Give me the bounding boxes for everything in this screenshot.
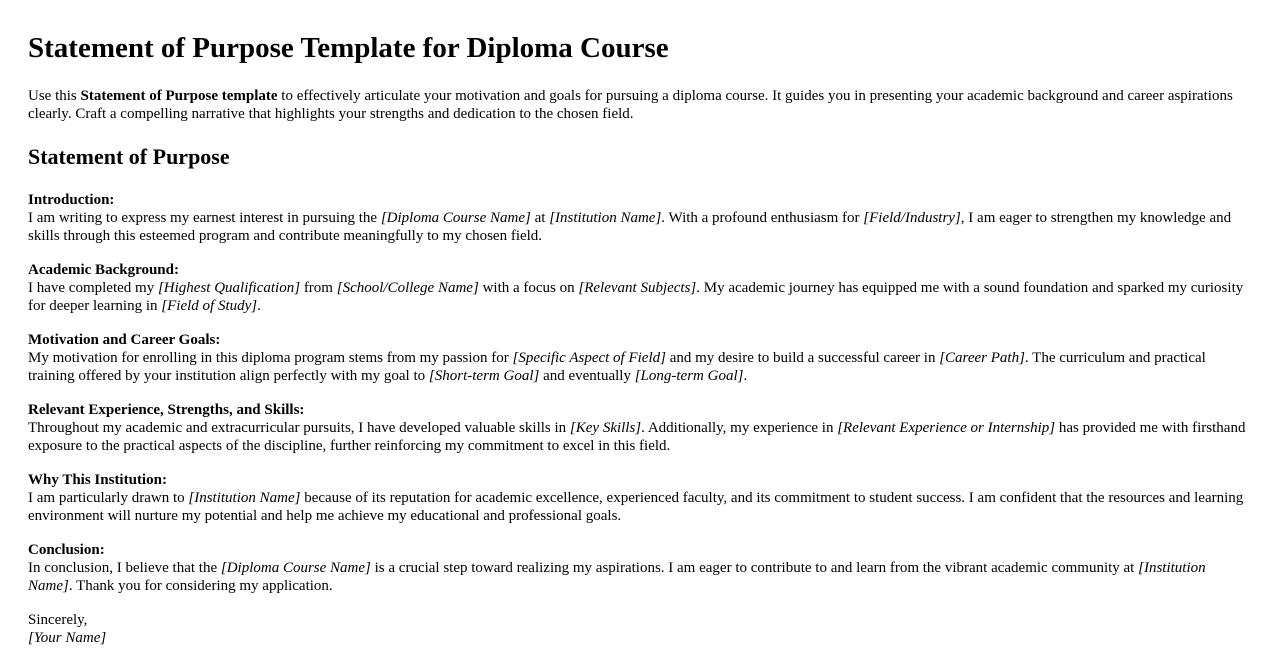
intro-highlight: Statement of Purpose template [80,88,278,104]
placeholder-text: [Relevant Experience or Internship] [837,420,1056,436]
body-text: , I am eager to strengthen my knowledge and skills through this esteemed program and contribute meaningfully to my chosen field. [28,210,1232,244]
intro-text-start: Use this [28,88,81,104]
body-text: . [743,368,748,384]
body-text: My motivation for enrolling in this diploma program stems from my passion for [28,350,513,366]
sop-section [28,331,1250,385]
body-text: I am particularly drawn to [28,490,189,506]
placeholder-text: [Key Skills] [569,420,642,436]
body-text: . Thank you for considering my application. [68,578,333,594]
placeholder-text: [Field/Industry] [863,210,961,226]
body-text: because of its reputation for academic excellence, experienced faculty, and its commitment to student success. I am confident that the resources and learning environment will nurture my potential and help me achieve my educational and professional goals. [28,490,1244,524]
body-text: . My academic journey has equipped me with a sound foundation and sparked my curiosity for deeper learning in [28,280,1244,314]
signoff [28,611,1250,647]
body-text: . [257,298,261,314]
sop-section [28,471,1250,525]
sop-section-title: Introduction: [28,192,115,208]
body-text: at [530,210,550,226]
placeholder-text: [Short-term Goal] [428,368,540,384]
body-text: from [300,280,337,296]
closing-text: Sincerely, [28,612,88,628]
sop-section-title: Motivation and Career Goals: [28,332,221,348]
sop-section-title: Relevant Experience, Strengths, and Skills: [28,402,305,418]
section-heading: Statement of Purpose [28,144,230,169]
body-text: and my desire to build a successful career in [665,350,940,366]
signature-placeholder: [Your Name] [28,630,107,646]
sop-section-title: Conclusion: [28,542,105,558]
placeholder-text: [Institution Name] [28,560,1206,594]
body-text: . With a profound enthusiasm for [661,210,864,226]
sop-section-title: Why This Institution: [28,472,167,488]
body-text: . Additionally, my experience in [641,420,838,436]
body-text: I have completed my [28,280,158,296]
body-text: Throughout my academic and extracurricular pursuits, I have developed valuable skills in [28,420,570,436]
intro-text-end: to effectively articulate your motivation and goals for pursuing a diploma course. It guides you in presenting your academic background and career aspirations clearly. Craft a compelling narrative that highlights your strengths and dedication to the chosen field. [28,88,1233,122]
placeholder-text: [Field of Study] [161,298,258,314]
placeholder-text: [Highest Qualification] [157,280,301,296]
sop-section [28,261,1250,315]
sop-sections [28,191,1250,595]
body-text: and eventually [539,368,635,384]
sop-section [28,401,1250,455]
intro-paragraph [28,87,1250,123]
body-text: In conclusion, I believe that the [28,560,221,576]
body-text: . The curriculum and practical training offered by your institution align perfectly with my goal to [28,350,1206,384]
body-text: with a focus on [478,280,579,296]
placeholder-text: [School/College Name] [336,280,479,296]
placeholder-text: [Long-term Goal] [634,368,744,384]
page-title: Statement of Purpose Template for Diploma Course [28,32,669,64]
placeholder-text: [Career Path] [939,350,1025,366]
placeholder-text: [Diploma Course Name] [220,560,371,576]
body-text: I am writing to express my earnest interest in pursuing the [28,210,381,226]
body-text: has provided me with firsthand exposure to the practical aspects of the discipline, further reinforcing my commitment to excel in this field. [28,420,1246,454]
sop-section [28,191,1250,245]
placeholder-text: [Diploma Course Name] [380,210,531,226]
sop-section [28,541,1250,595]
placeholder-text: [Specific Aspect of Field] [512,350,666,366]
placeholder-text: [Relevant Subjects] [578,280,697,296]
sop-section-title: Academic Background: [28,262,179,278]
body-text: is a crucial step toward realizing my aspirations. I am eager to contribute to and learn from the vibrant academic community at [370,560,1139,576]
placeholder-text: [Institution Name] [549,210,662,226]
placeholder-text: [Institution Name] [188,490,301,506]
